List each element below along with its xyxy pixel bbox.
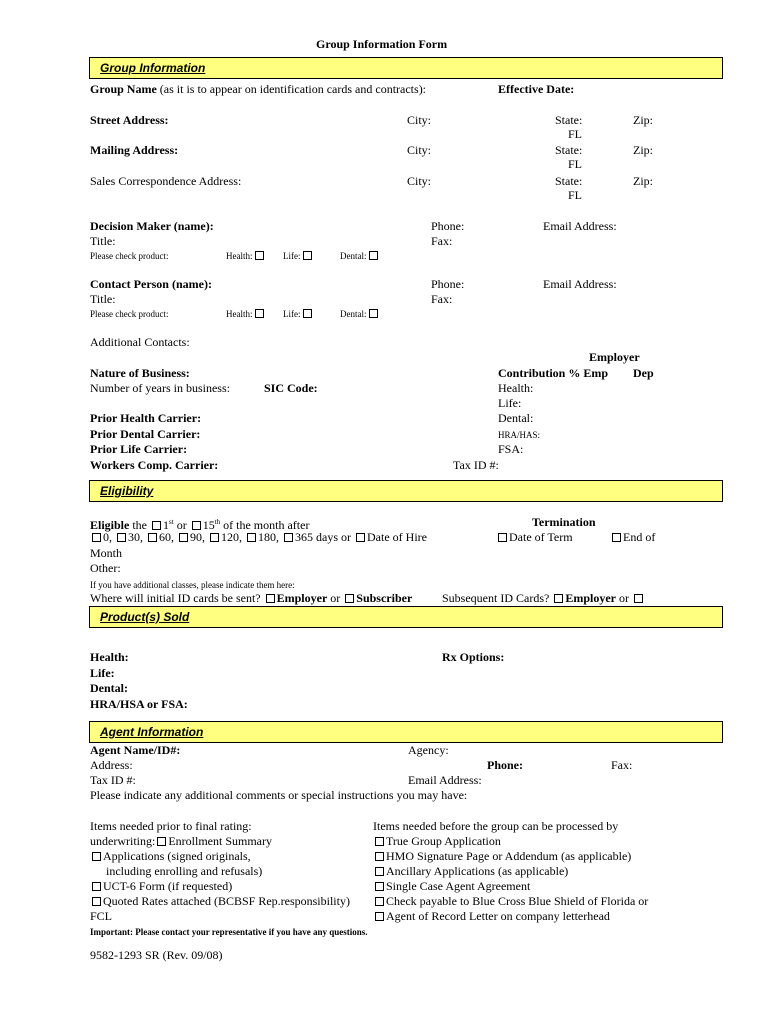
additional-classes-note: If you have additional classes, please indicate them here: <box>90 580 295 590</box>
contact-check-product: Please check product: <box>90 309 169 319</box>
enrollment-summary-line: underwriting: Enrollment Summary <box>90 834 272 848</box>
contribution-header: Contribution % Emp <box>498 366 609 380</box>
enrollment-summary-checkbox[interactable] <box>157 837 166 846</box>
items-prior-header: Items needed prior to final rating: <box>90 819 252 833</box>
contact-title-label: Title: <box>90 292 116 306</box>
month-label: Month <box>90 546 123 560</box>
form-number: 9582-1293 SR (Rev. 09/08) <box>90 948 223 962</box>
check-payable-checkbox[interactable] <box>375 897 384 906</box>
contribution-health-label: Health: <box>498 381 534 395</box>
contact-health-option: Health: <box>226 307 266 321</box>
end-of-option: End of <box>610 530 655 544</box>
product-health-label: Health: <box>90 650 129 664</box>
street-state-label: State: <box>555 113 583 127</box>
agent-phone-label: Phone: <box>487 758 523 772</box>
agent-of-record-line: Agent of Record Letter on company letterhead <box>373 909 610 923</box>
applications-checkbox[interactable] <box>92 852 101 861</box>
days-180-checkbox[interactable] <box>247 533 256 542</box>
agency-label: Agency: <box>408 743 449 757</box>
street-city-label: City: <box>407 113 432 127</box>
sales-address-label: Sales Correspondence Address: <box>90 174 242 188</box>
check-payable-line: Check payable to Blue Cross Blue Shield of Florida or <box>373 894 648 908</box>
dep-header: Dep <box>633 366 654 380</box>
decision-life-option: Life: <box>283 249 314 263</box>
decision-health-option: Health: <box>226 249 266 263</box>
single-case-checkbox[interactable] <box>375 882 384 891</box>
true-group-line: True Group Application <box>373 834 501 848</box>
first-of-month-checkbox[interactable] <box>152 521 161 530</box>
sales-state-label: State: <box>555 174 583 188</box>
hmo-signature-checkbox[interactable] <box>375 852 384 861</box>
waiting-period-line: 0, 30, 60, 90, 120, 180, 365 days or Date of Hire <box>90 530 427 544</box>
additional-contacts-label: Additional Contacts: <box>90 335 190 349</box>
date-of-term-option: Date of Term <box>496 530 573 544</box>
agent-address-label: Address: <box>90 758 133 772</box>
sales-zip-label: Zip: <box>633 174 653 188</box>
important-note: Important: Please contact your representative if you have any questions. <box>90 927 368 937</box>
contact-fax-label: Fax: <box>431 292 453 306</box>
street-state-value: FL <box>568 127 583 141</box>
mailing-zip-label: Zip: <box>633 143 653 157</box>
applications-line-2: including enrolling and refusals) <box>106 864 263 878</box>
contribution-life-label: Life: <box>498 396 522 410</box>
subsequent-id-cards-line: Subsequent ID Cards? Employer or <box>442 591 645 605</box>
termination-header: Termination <box>532 515 596 529</box>
product-dental-label: Dental: <box>90 681 128 695</box>
days-90-checkbox[interactable] <box>179 533 188 542</box>
contact-email-label: Email Address: <box>543 277 617 291</box>
days-0-checkbox[interactable] <box>92 533 101 542</box>
decision-dental-checkbox[interactable] <box>369 251 378 260</box>
decision-maker-label: Decision Maker (name): <box>90 219 214 233</box>
section-header-products-sold: Product(s) Sold <box>89 606 723 628</box>
decision-email-label: Email Address: <box>543 219 617 233</box>
subsequent-other-checkbox[interactable] <box>634 594 643 603</box>
days-365-checkbox[interactable] <box>284 533 293 542</box>
decision-dental-option: Dental: <box>340 249 380 263</box>
rx-options-label: Rx Options: <box>442 650 505 664</box>
contact-dental-option: Dental: <box>340 307 380 321</box>
uct-6-checkbox[interactable] <box>92 882 101 891</box>
agent-name-label: Agent Name/ID#: <box>90 743 181 757</box>
fcl-label: FCL <box>90 909 113 923</box>
contact-phone-label: Phone: <box>431 277 465 291</box>
decision-phone-label: Phone: <box>431 219 465 233</box>
product-hra-label: HRA/HSA or FSA: <box>90 697 188 711</box>
section-header-group-information: Group Information <box>89 57 723 79</box>
other-label: Other: <box>90 561 121 575</box>
initial-id-cards-line: Where will initial ID cards be sent? Employer or Subscriber <box>90 591 413 605</box>
hmo-signature-line: HMO Signature Page or Addendum (as applicable) <box>373 849 631 863</box>
tax-id-label: Tax ID #: <box>453 458 499 472</box>
mailing-state-value: FL <box>568 157 583 171</box>
days-30-checkbox[interactable] <box>117 533 126 542</box>
decision-life-checkbox[interactable] <box>303 251 312 260</box>
decision-fax-label: Fax: <box>431 234 453 248</box>
contribution-hra-label: HRA/HAS: <box>498 430 541 440</box>
contact-health-checkbox[interactable] <box>255 309 264 318</box>
sic-code-label: SIC Code: <box>264 381 318 395</box>
quoted-rates-line: Quoted Rates attached (BCBSF Rep.responsibility) <box>90 894 350 908</box>
date-of-hire-checkbox[interactable] <box>356 533 365 542</box>
initial-employer-checkbox[interactable] <box>266 594 275 603</box>
comments-label: Please indicate any additional comments or special instructions you may have: <box>90 788 468 802</box>
agent-email-label: Email Address: <box>408 773 482 787</box>
quoted-rates-checkbox[interactable] <box>92 897 101 906</box>
section-header-agent-information: Agent Information <box>89 721 723 743</box>
nature-of-business-label: Nature of Business: <box>90 366 190 380</box>
sales-city-label: City: <box>407 174 432 188</box>
street-address-label: Street Address: <box>90 113 169 127</box>
section-header-eligibility: Eligibility <box>89 480 723 502</box>
mailing-address-label: Mailing Address: <box>90 143 179 157</box>
contribution-fsa-label: FSA: <box>498 442 524 456</box>
items-before-header: Items needed before the group can be processed by <box>373 819 619 833</box>
street-zip-label: Zip: <box>633 113 653 127</box>
agent-tax-id-label: Tax ID #: <box>90 773 136 787</box>
sales-state-value: FL <box>568 188 583 202</box>
ancillary-checkbox[interactable] <box>375 867 384 876</box>
employer-header: Employer <box>589 350 640 364</box>
fifteenth-of-month-checkbox[interactable] <box>192 521 201 530</box>
prior-dental-carrier-label: Prior Dental Carrier: <box>90 427 201 441</box>
contact-life-option: Life: <box>283 307 314 321</box>
decision-health-checkbox[interactable] <box>255 251 264 260</box>
days-60-checkbox[interactable] <box>148 533 157 542</box>
contact-person-label: Contact Person (name): <box>90 277 212 291</box>
agent-of-record-checkbox[interactable] <box>375 912 384 921</box>
workers-comp-carrier-label: Workers Comp. Carrier: <box>90 458 219 472</box>
prior-life-carrier-label: Prior Life Carrier: <box>90 442 188 456</box>
years-in-business-label: Number of years in business: <box>90 381 230 395</box>
decision-check-product: Please check product: <box>90 251 169 261</box>
ancillary-line: Ancillary Applications (as applicable) <box>373 864 568 878</box>
contact-life-checkbox[interactable] <box>303 309 312 318</box>
mailing-city-label: City: <box>407 143 432 157</box>
group-name-line: Group Name (as it is to appear on identification cards and contracts): <box>90 82 427 96</box>
eligible-line: Eligible the 1st or 15th of the month after <box>90 518 310 532</box>
subsequent-employer-checkbox[interactable] <box>554 594 563 603</box>
date-of-term-checkbox[interactable] <box>498 533 507 542</box>
mailing-state-label: State: <box>555 143 583 157</box>
product-life-label: Life: <box>90 666 115 680</box>
true-group-checkbox[interactable] <box>375 837 384 846</box>
agent-fax-label: Fax: <box>611 758 633 772</box>
decision-title-label: Title: <box>90 234 116 248</box>
contribution-dental-label: Dental: <box>498 411 534 425</box>
end-of-checkbox[interactable] <box>612 533 621 542</box>
prior-health-carrier-label: Prior Health Carrier: <box>90 411 202 425</box>
applications-line: Applications (signed originals, <box>90 849 251 863</box>
effective-date-label: Effective Date: <box>498 82 575 96</box>
days-120-checkbox[interactable] <box>210 533 219 542</box>
form-title: Group Information Form <box>316 37 448 51</box>
single-case-line: Single Case Agent Agreement <box>373 879 530 893</box>
contact-dental-checkbox[interactable] <box>369 309 378 318</box>
uct-6-line: UCT-6 Form (if requested) <box>90 879 232 893</box>
initial-subscriber-checkbox[interactable] <box>345 594 354 603</box>
